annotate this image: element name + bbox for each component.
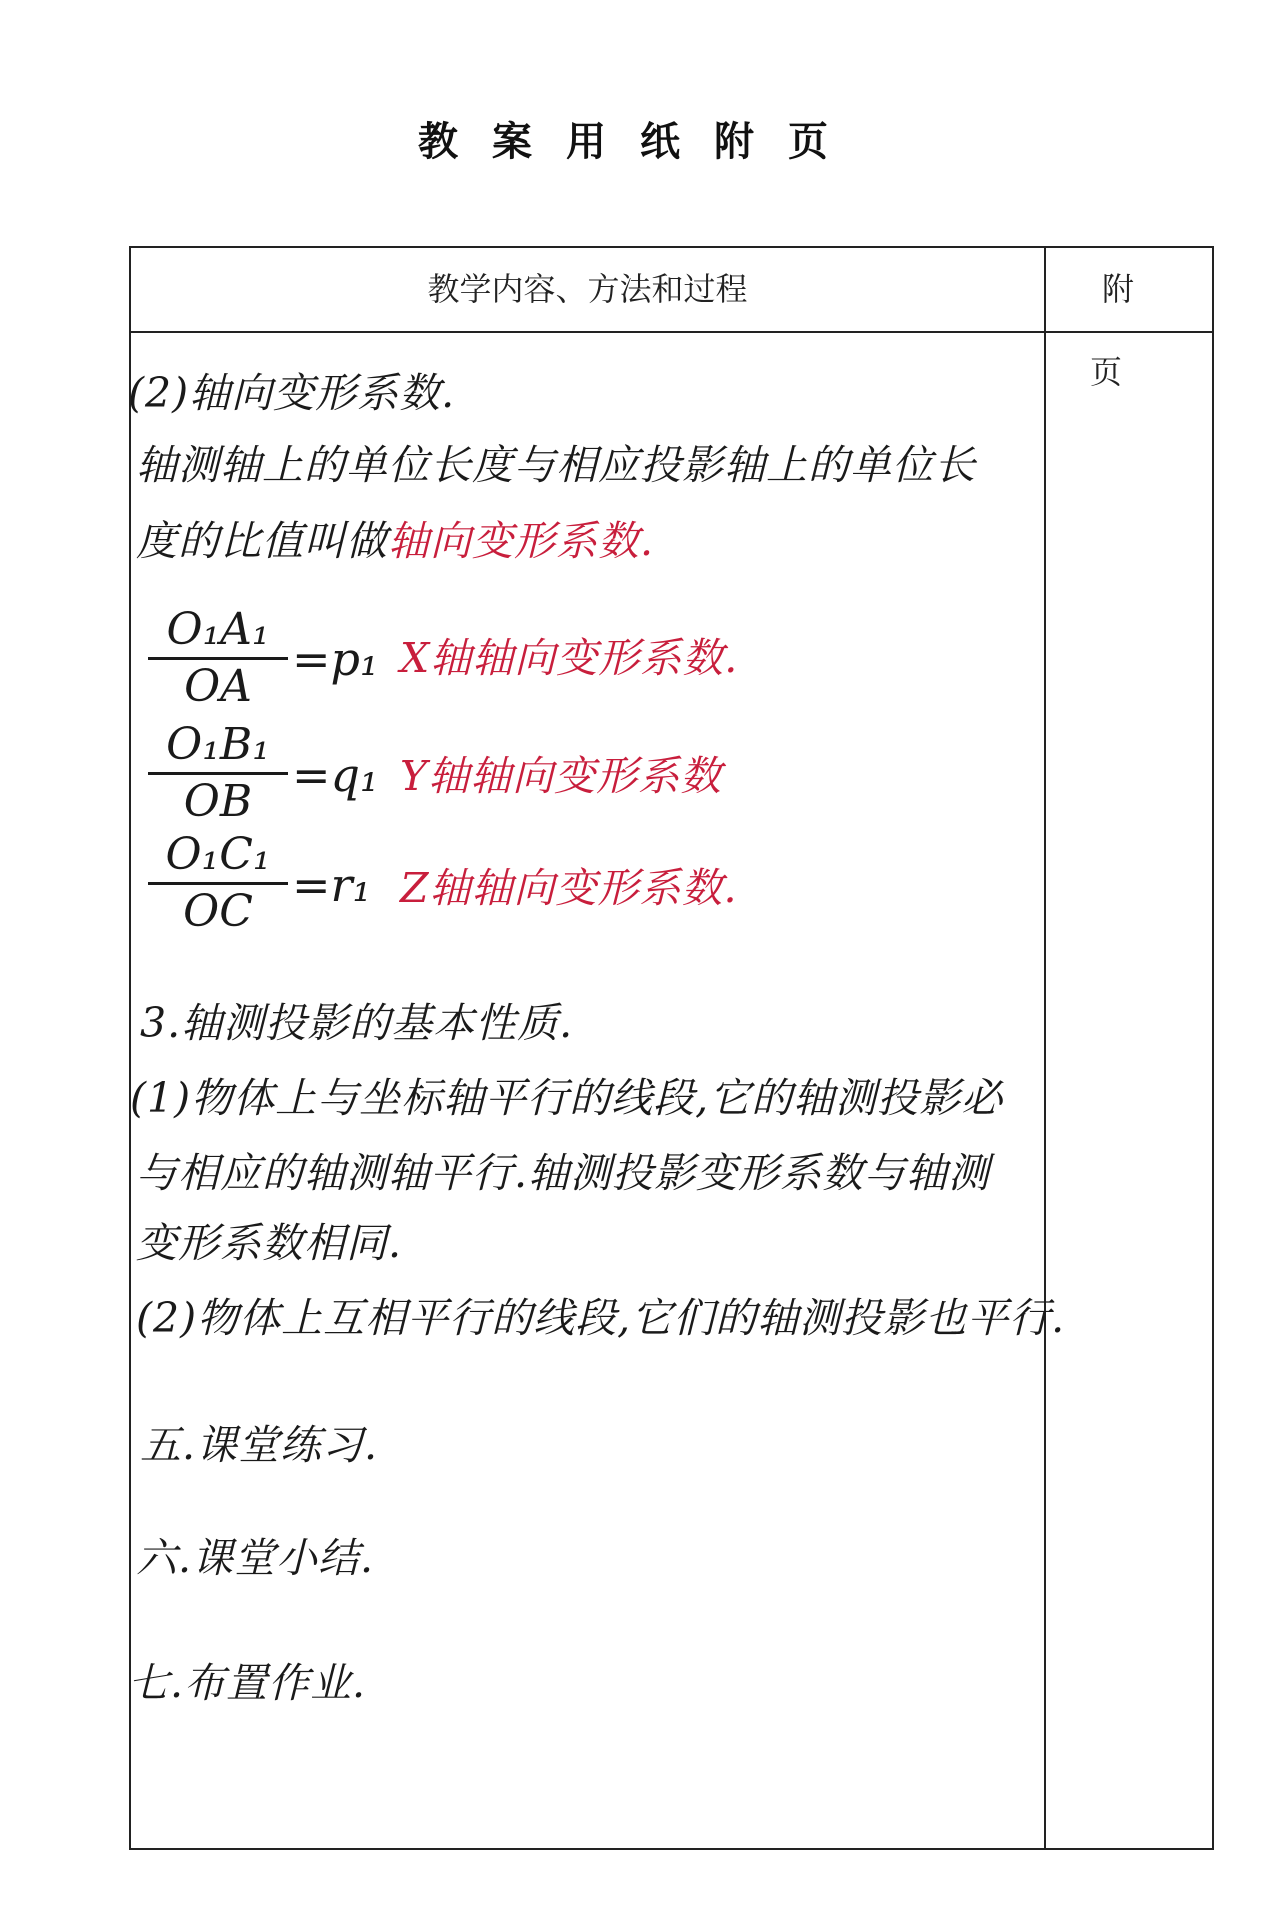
fraction-bar bbox=[148, 772, 288, 775]
line-axial-coefficient-heading: (2)轴向变形系数. bbox=[128, 369, 456, 417]
definition-prefix: 度的比值叫做 bbox=[136, 517, 388, 565]
formula-z-result: =r₁ bbox=[292, 858, 371, 912]
formula-x-result: =p₁ bbox=[292, 632, 379, 686]
section-5-heading: 五.课堂练习. bbox=[140, 1421, 379, 1469]
section-3-heading: 3.轴测投影的基本性质. bbox=[140, 999, 574, 1047]
formula-x-denominator: OA bbox=[184, 661, 252, 712]
formula-z-fraction bbox=[148, 830, 288, 937]
formula-y-description: Y轴轴向变形系数 bbox=[400, 752, 723, 800]
formula-z-description: Z轴轴向变形系数. bbox=[400, 864, 738, 912]
fraction-bar bbox=[148, 657, 288, 660]
formula-y-denominator: OB bbox=[183, 776, 253, 827]
formula-x-numerator: O₁A₁ bbox=[166, 604, 270, 655]
formula-z-denominator: OC bbox=[183, 886, 253, 937]
formula-y-numerator: O₁B₁ bbox=[166, 719, 270, 770]
line-definition-2 bbox=[136, 508, 654, 567]
line-definition-1: 轴测轴上的单位长度与相应投影轴上的单位长 bbox=[136, 441, 976, 489]
definition-term: 轴向变形系数. bbox=[388, 517, 655, 565]
property-1-line-3: 变形系数相同. bbox=[136, 1219, 403, 1267]
fraction-bar bbox=[148, 882, 288, 885]
property-1-line-1: (1)物体上与坐标轴平行的线段,它的轴测投影必 bbox=[130, 1074, 1004, 1122]
column-divider bbox=[1044, 248, 1046, 1848]
formula-z-numerator: O₁C₁ bbox=[165, 829, 271, 880]
formula-y-result: =q₁ bbox=[292, 748, 379, 802]
formula-y-fraction bbox=[148, 720, 288, 827]
header-divider bbox=[131, 331, 1212, 333]
property-2: (2)物体上互相平行的线段,它们的轴测投影也平行. bbox=[136, 1294, 1066, 1342]
main-column-header: 教学内容、方法和过程 bbox=[427, 270, 748, 308]
page-title: 教案用纸附页 bbox=[418, 119, 862, 165]
section-6-heading: 六.课堂小结. bbox=[136, 1534, 375, 1582]
property-1-line-2: 与相应的轴测轴平行.轴测投影变形系数与轴测 bbox=[136, 1149, 991, 1197]
section-7-heading: 七.布置作业. bbox=[128, 1659, 367, 1707]
formula-x-fraction bbox=[148, 605, 288, 712]
side-column-header: 附页 bbox=[1089, 270, 1182, 391]
formula-x-description: X轴轴向变形系数. bbox=[400, 634, 739, 682]
